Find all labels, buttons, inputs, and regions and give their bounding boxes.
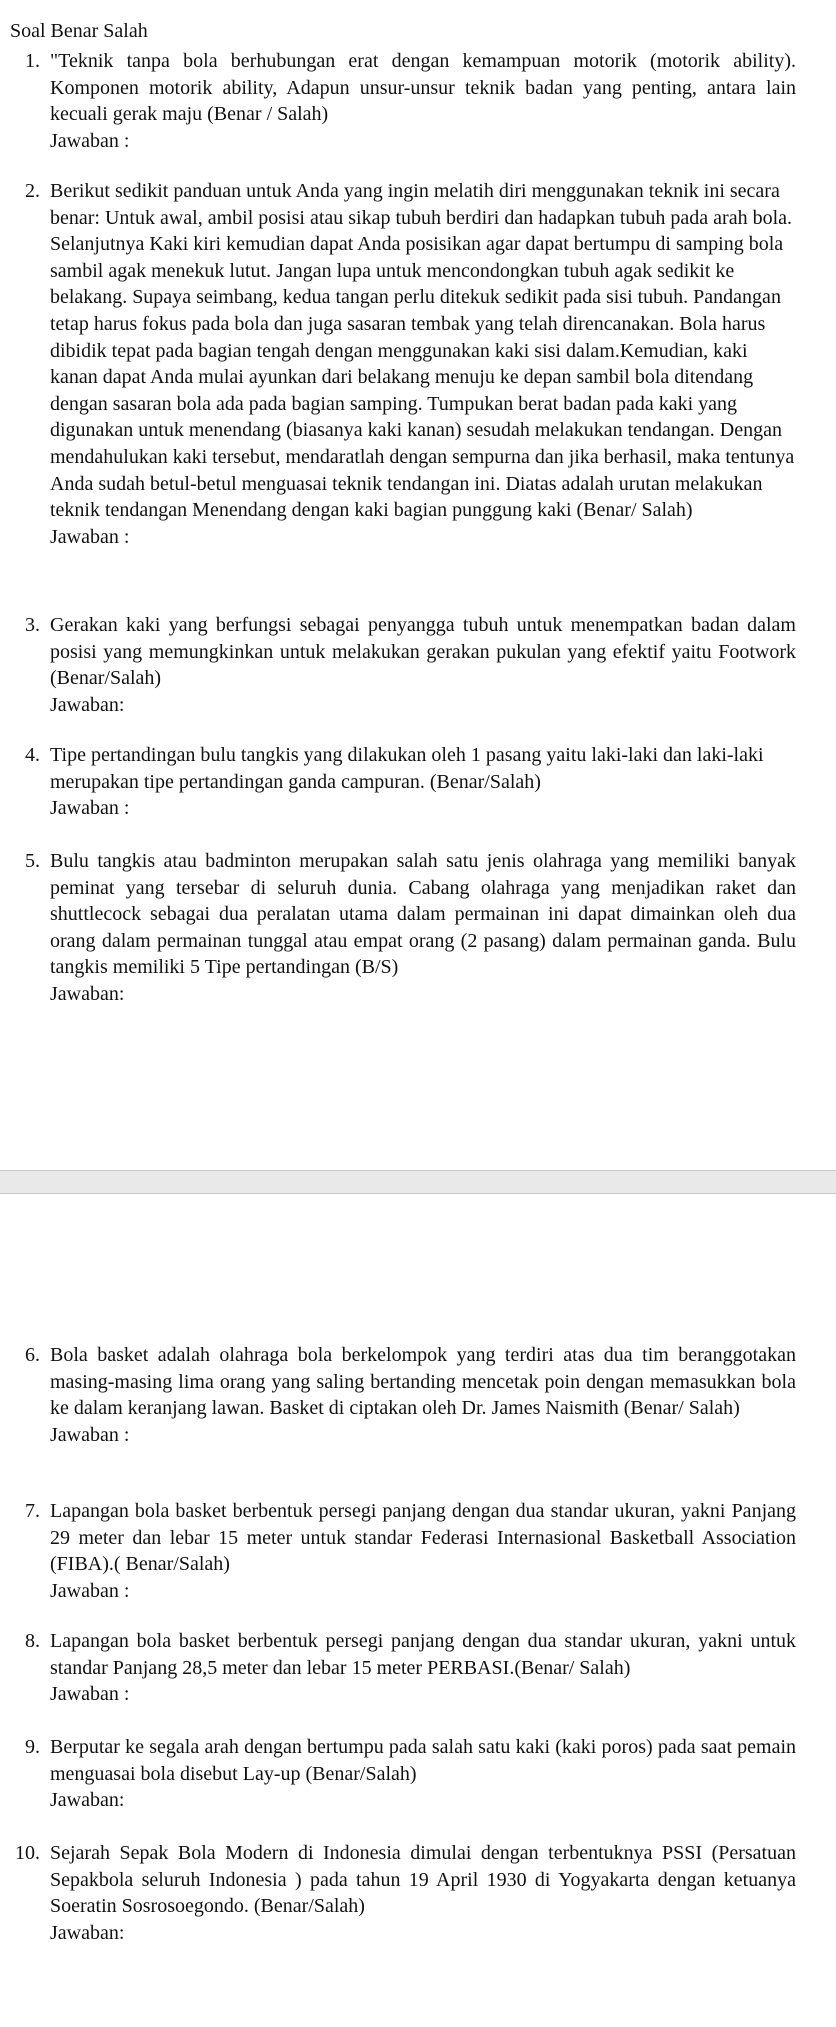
question-number: 2.: [25, 180, 40, 202]
question-text: Sejarah Sepak Bola Modern di Indonesia dimulai dengan terbentuknya PSSI (Persatuan Sepakbola seluruh Indonesia ) pada tahun 19 April 1930 di Yogyakarta dengan ketuanya Soeratin Sosrosoegondo. (Benar/Salah): [50, 1842, 796, 1918]
question-number: 1.: [25, 50, 40, 72]
question-item: [10, 742, 796, 822]
question-number: 6.: [25, 1344, 40, 1366]
question-text: "Teknik tanpa bola berhubungan erat dengan kemampuan motorik (motorik ability). Komponen motorik ability, Adapun unsur-unsur teknik badan yang penting, antara lain kecuali gerak maju (Benar / Salah): [50, 50, 796, 126]
page-break: [0, 1170, 836, 1194]
question-text: Tipe pertandingan bulu tangkis yang dilakukan oleh 1 pasang yaitu laki-laki dan laki-laki merupakan tipe pertandingan ganda campuran. (Benar/Salah): [50, 744, 764, 793]
question-item: [10, 848, 796, 1008]
question-number: 5.: [25, 850, 40, 872]
question-item: [10, 1840, 796, 1946]
question-number: 7.: [25, 1500, 40, 1522]
question-item: [10, 178, 796, 550]
answer-label: Jawaban :: [50, 1423, 130, 1446]
question-text: Berputar ke segala arah dengan bertumpu pada salah satu kaki (kaki poros) pada saat pemain menguasai bola disebut Lay-up (Benar/Salah): [50, 1736, 796, 1785]
answer-label: Jawaban :: [50, 797, 130, 820]
answer-label: Jawaban :: [50, 525, 130, 548]
answer-label: Jawaban :: [50, 129, 130, 152]
answer-label: Jawaban:: [50, 1921, 125, 1944]
question-item: [10, 1342, 796, 1448]
question-text: Berikut sedikit panduan untuk Anda yang ingin melatih diri menggunakan teknik ini secara benar: Untuk awal, ambil posisi atau sikap tubuh berdiri dan hadapkan tubuh pada arah bola. Selanjutnya Kaki kiri kemudian dapat Anda posisikan agar dapat bertumpu di samping bola sambil agak menekuk lutut. Jangan lupa untuk mencondongkan tubuh agak sedikit ke belakang. Supaya seimbang, kedua tangan perlu ditekuk sedikit pada sisi tubuh. Pandangan tetap harus fokus pada bola dan juga sasaran tembak yang telah direncanakan. Bola harus dibidik tepat pada bagian tengah dengan menggunakan kaki sisi dalam.Kemudian, kaki kanan dapat Anda mulai ayunkan dari belakang menuju ke depan sambil bola ditendang dengan sasaran bola ada pada bagian samping. Tumpukan berat badan pada kaki yang digunakan untuk menendang (biasanya kaki kanan) sesudah melakukan tendangan. Dengan mendahulukan kaki tersebut, mendaratlah dengan sempurna dan jika berhasil, maka tentunya Anda sudah betul-betul menguasai teknik tendangan ini. Diatas adalah urutan melakukan teknik tendangan Menendang dengan kaki bagian punggung kaki (Benar/ Salah): [50, 180, 795, 522]
question-number: 4.: [25, 744, 40, 766]
question-item: [10, 48, 796, 154]
answer-label: Jawaban:: [50, 982, 125, 1005]
question-text: Bola basket adalah olahraga bola berkelompok yang terdiri atas dua tim beranggotakan masing-masing lima orang yang saling bertanding mencetak poin dengan memasukkan bola ke dalam keranjang lawan. Basket di ciptakan oleh Dr. James Naismith (Benar/ Salah): [50, 1344, 796, 1420]
question-number: 3.: [25, 614, 40, 636]
document-page-2: [0, 1194, 836, 2027]
question-item: [10, 1734, 796, 1814]
question-number: 10.: [15, 1842, 40, 1864]
answer-label: Jawaban:: [50, 1789, 125, 1812]
answer-label: Jawaban :: [50, 1683, 130, 1706]
question-text: Bulu tangkis atau badminton merupakan salah satu jenis olahraga yang memiliki banyak peminat yang tersebar di seluruh dunia. Cabang olahraga yang menjadikan raket dan shuttlecock sebagai dua peralatan utama dalam permainan ini dapat dimainkan oleh dua orang dalam permainan tunggal atau empat orang (2 pasang) dalam permainan ganda. Bulu tangkis memiliki 5 Tipe pertandingan (B/S): [50, 850, 796, 979]
question-item: [10, 612, 796, 718]
question-text: Gerakan kaki yang berfungsi sebagai penyangga tubuh untuk menempatkan badan dalam posisi yang memungkinkan untuk melakukan gerakan pukulan yang efektif yaitu Footwork (Benar/Salah): [50, 614, 796, 690]
question-number: 8.: [25, 1630, 40, 1652]
answer-label: Jawaban :: [50, 1579, 130, 1602]
document-title: Soal Benar Salah: [10, 20, 148, 42]
question-text: Lapangan bola basket berbentuk persegi panjang dengan dua standar ukuran, yakni Panjang 29 meter dan lebar 15 meter untuk standar Federasi Internasional Basketball Association (FIBA).( Benar/Salah): [50, 1500, 796, 1576]
question-number: 9.: [25, 1736, 40, 1758]
question-item: [10, 1628, 796, 1708]
question-text: Lapangan bola basket berbentuk persegi panjang dengan dua standar ukuran, yakni untuk standar Panjang 28,5 meter dan lebar 15 meter PERBASI.(Benar/ Salah): [50, 1630, 796, 1679]
question-item: [10, 1498, 796, 1604]
answer-label: Jawaban:: [50, 693, 125, 716]
